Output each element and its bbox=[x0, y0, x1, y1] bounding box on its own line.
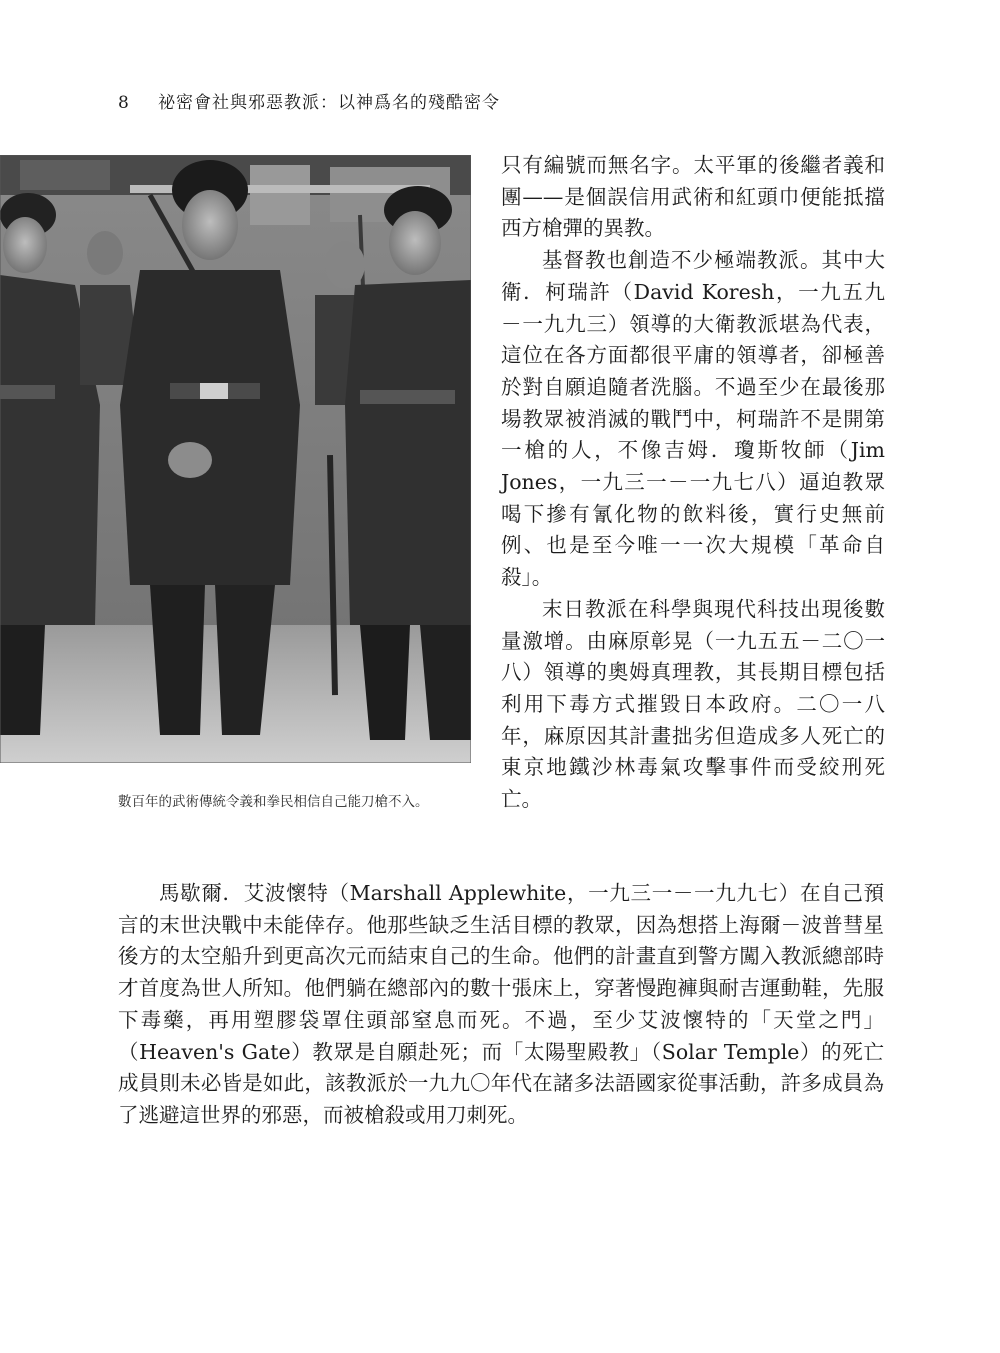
boxer-photo bbox=[0, 155, 471, 763]
page-number: 8 bbox=[118, 93, 130, 113]
photo-caption: 數百年的武術傳統令義和拳民相信自己能刀槍不入。 bbox=[118, 794, 429, 810]
full-width-text bbox=[118, 878, 884, 1132]
paragraph-heavens-gate: 馬歇爾．艾波懷特（Marshall Applewhite，一九三一－一九九七）在自己預言的末世決戰中未能倖存。他那些缺乏生活目標的教眾，因為想搭上海爾－波普彗星後方的太空船升到更高次元而結束自己的生命。他們的計畫直到警方闖入教派總部時才首度為世人所知。他們躺在總部內的數十張床上，穿著慢跑褲與耐吉運動鞋，先服下毒藥，再用塑膠袋罩住頭部窒息而死。不過，至少艾波懷特的「天堂之門」（Heaven's Gate）教眾是自願赴死；而「太陽聖殿教」（Solar Temple）的死亡成員則未必皆是如此，該教派於一九九〇年代在諸多法語國家從事活動，許多成員為了逃避這世界的邪惡，而被槍殺或用刀刺死。 bbox=[118, 881, 884, 1127]
right-column-text bbox=[501, 150, 885, 816]
paragraph-doomsday-cults: 末日教派在科學與現代科技出現後數量激增。由麻原彰晃（一九五五－二〇一八）領導的奧姆真理教，其長期目標包括利用下毒方式摧毀日本政府。二〇一八年，麻原因其計畫拙劣但造成多人死亡的東京地鐵沙林毒氣攻擊事件而受絞刑死亡。 bbox=[501, 596, 885, 812]
running-head bbox=[118, 88, 500, 113]
paragraph-christian-sects: 基督教也創造不少極端教派。其中大衛．柯瑞許（David Koresh，一九五九－一九九三）領導的大衛教派堪為代表，這位在各方面都很平庸的領導者，卻極善於對自願追隨者洗腦。不過至少在最後那場教眾被消滅的戰鬥中，柯瑞許不是開第一槍的人，不像吉姆．瓊斯牧師（Jim Jones，一九三一－一九七八）逼迫教眾喝下摻有氰化物的飲料後，實行史無前例、也是至今唯一一次大規模「革命自殺」。 bbox=[501, 248, 885, 590]
paragraph-taiping-boxers: 只有編號而無名字。太平軍的後繼者義和團——是個誤信用武術和紅頭巾便能抵擋西方槍彈的異教。 bbox=[501, 153, 885, 241]
boxer-photo-illustration bbox=[0, 155, 471, 763]
book-title: 祕密會社與邪惡教派：以神爲名的殘酷密令 bbox=[158, 93, 500, 113]
